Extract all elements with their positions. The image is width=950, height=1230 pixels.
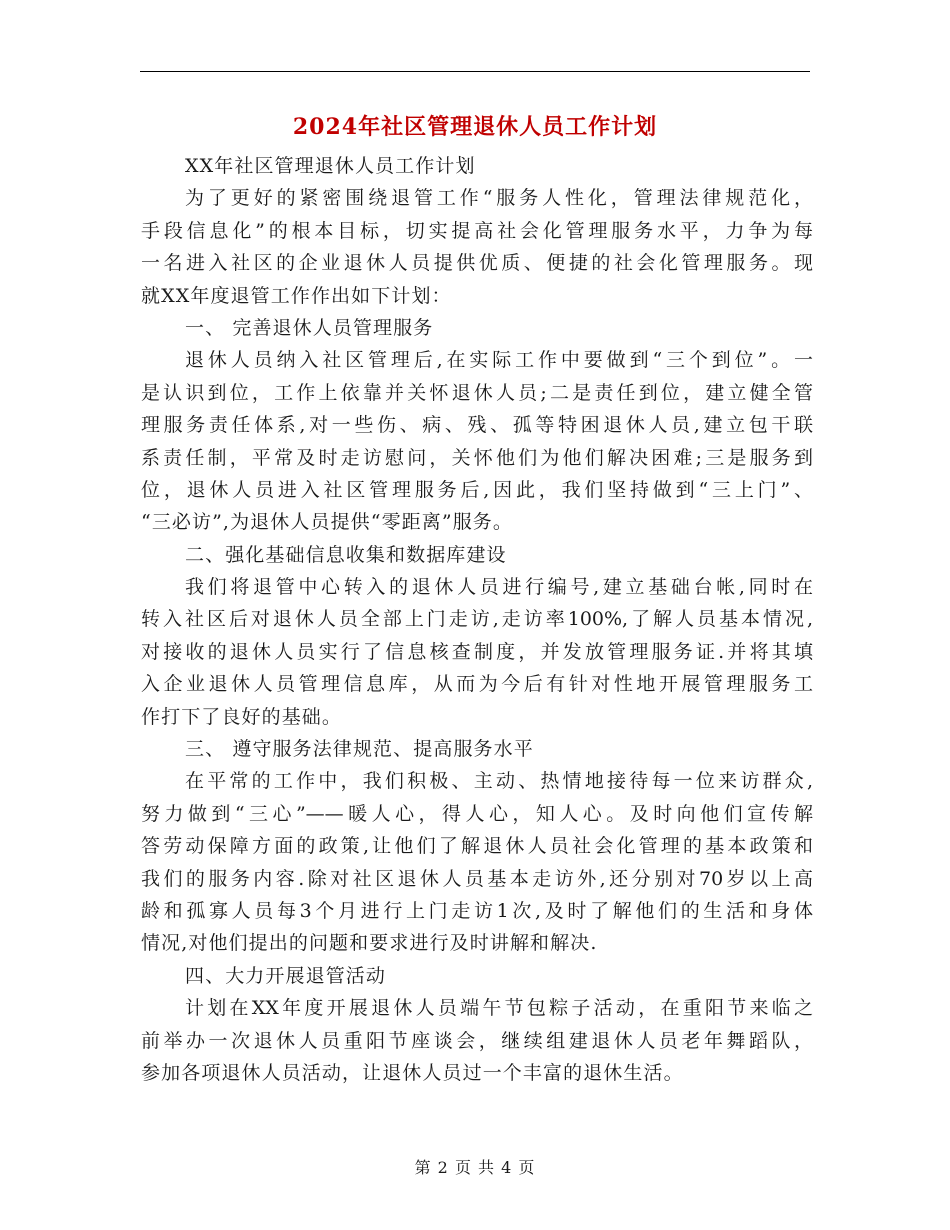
paragraph-line: 对接收的退休人员实行了信息核查制度，并发放管理服务证.并将其填 (141, 640, 813, 663)
paragraph-line: “三必访”,为退休人员提供“零距离”服务。 (141, 511, 513, 534)
page-number-footer: 第 2 页 共 4 页 (414, 1158, 536, 1177)
header-rule (140, 71, 810, 72)
paragraph-line: 理服务责任体系,对一些伤、病、残、孤等特困退休人员,建立包干联 (141, 414, 813, 437)
paragraph-line: 入企业退休人员管理信息库，从而为今后有针对性地开展管理服务工 (141, 673, 813, 696)
paragraph-line: 参加各项退休人员活动，让退休人员过一个丰富的退休生活。 (141, 1061, 684, 1084)
paragraph-line: 退休人员纳入社区管理后,在实际工作中要做到“三个到位”。一 (185, 349, 813, 372)
paragraph-line: 三、 遵守服务法律规范、提高服务水平 (185, 738, 534, 761)
paragraph-line: 四、大力开展退管活动 (185, 964, 387, 987)
paragraph-line: 二、强化基础信息收集和数据库建设 (185, 543, 507, 566)
paragraph-line: 系责任制，平常及时走访慰问，关怀他们为他们解决困难;三是服务到 (141, 446, 813, 469)
paragraph-line: 一、 完善退休人员管理服务 (185, 316, 434, 339)
paragraph-line: 计划在XX年度开展退休人员端午节包粽子活动，在重阳节来临之 (185, 997, 813, 1020)
paragraph-line: 努力做到“三心”——暖人心，得人心，知人心。及时向他们宣传解 (141, 802, 813, 825)
paragraph-line: 我们将退管中心转入的退休人员进行编号,建立基础台帐,同时在 (185, 576, 813, 599)
paragraph-line: 情况,对他们提出的问题和要求进行及时讲解和解决. (141, 932, 598, 955)
paragraph-line: 在平常的工作中，我们积极、主动、热情地接待每一位来访群众, (185, 770, 813, 793)
paragraph-line: XX年社区管理退休人员工作计划 (185, 155, 476, 177)
paragraph-line: 答劳动保障方面的政策,让他们了解退休人员社会化管理的基本政策和 (141, 835, 813, 858)
paragraph-line: 位，退休人员进入社区管理服务后,因此，我们坚持做到“三上门”、 (141, 478, 813, 501)
paragraph-line: 一名进入社区的企业退休人员提供优质、便捷的社会化管理服务。现 (141, 252, 813, 275)
paragraph-line: 我们的服务内容.除对社区退休人员基本走访外,还分别对70岁以上高 (141, 867, 813, 890)
paragraph-line: 就XX年度退管工作作出如下计划： (141, 284, 452, 307)
paragraph-line: 为了更好的紧密围绕退管工作“服务人性化，管理法律规范化， (185, 187, 813, 210)
paragraph-line: 手段信息化”的根本目标，切实提高社会化管理服务水平，力争为每 (141, 219, 813, 242)
document-title: 2024年社区管理退休人员工作计划 (292, 114, 658, 140)
document-body (141, 150, 813, 1089)
paragraph-line: 是认识到位，工作上依靠并关怀退休人员;二是责任到位，建立健全管 (141, 381, 813, 404)
paragraph-line: 前举办一次退休人员重阳节座谈会，继续组建退休人员老年舞蹈队， (141, 1029, 813, 1052)
paragraph-line: 作打下了良好的基础。 (141, 705, 343, 728)
paragraph-line: 龄和孤寡人员每3个月进行上门走访1次,及时了解他们的生活和身体 (141, 899, 813, 922)
paragraph-line: 转入社区后对退休人员全部上门走访,走访率100%,了解人员基本情况, (141, 608, 813, 631)
